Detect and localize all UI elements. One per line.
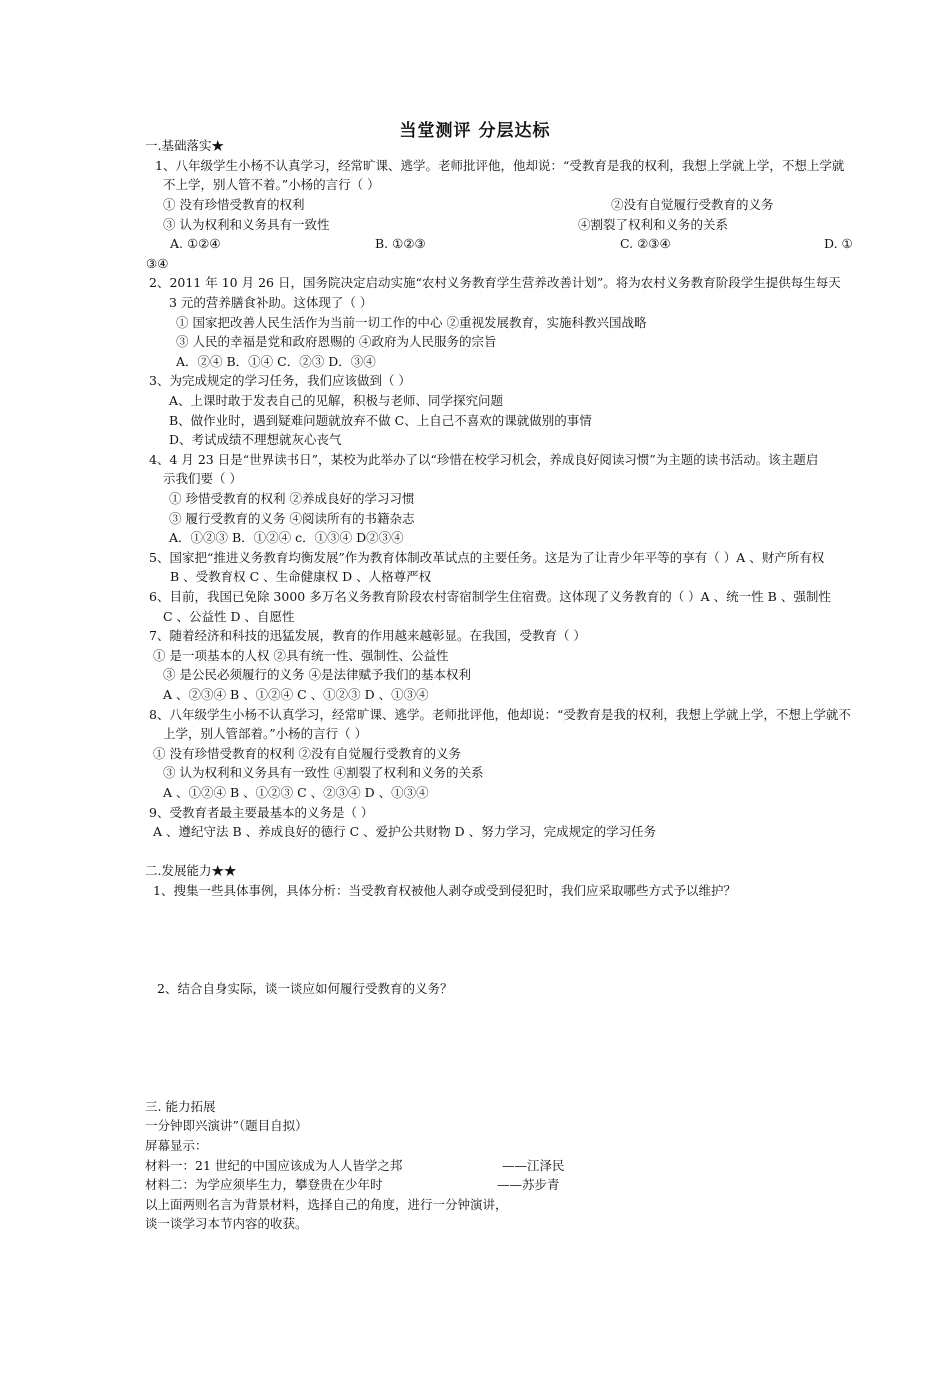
section2-question-2: 2、结合自身实际，谈一谈应如何履行受教育的义务？	[157, 981, 453, 996]
q1-line1: 1、八年级学生小杨不认真学习，经常旷课、逃学。老师批评他，他却说：“受教育是我的权利，我想上学就上学，不想上学就	[155, 158, 845, 173]
q7-option-2: ③ 是公民必须履行的义务 ④是法律赋予我们的基本权利	[163, 667, 471, 682]
q4-line2: 示我们要（ ）	[163, 471, 242, 486]
q1-answer-b: B. ①②③	[375, 236, 426, 251]
material-1-source: ——江泽民	[502, 1158, 565, 1173]
q5-line2: B 、受教育权 C 、生命健康权 D 、人格尊严权	[170, 569, 432, 584]
q9-line1: 9、受教育者最主要最基本的义务是（ ）	[149, 805, 374, 820]
instruction-line-2: 谈一谈学习本节内容的收获。	[145, 1216, 308, 1231]
q2-line2: 3 元的营养膳食补助。这体现了（ ）	[169, 295, 373, 310]
screen-display-label: 屏幕显示：	[145, 1138, 208, 1153]
q2-answers: A．②④ B．①④ C．②③ D．③④	[176, 354, 376, 369]
q8-line1: 8、八年级学生小杨不认真学习，经常旷课、逃学。老师批评他，他却说：“受教育是我的权利，我想上学就上学，不想上学就不	[149, 707, 851, 722]
q3-option-a: A、上课时敢于发表自己的见解，积极与老师、同学探究问题	[169, 393, 504, 408]
q8-option-1: ① 没有珍惜受教育的权利 ②没有自觉履行受教育的义务	[153, 746, 461, 761]
material-2-source: ——苏步青	[497, 1177, 560, 1192]
q1-option-4: ④割裂了权利和义务的关系	[578, 217, 729, 232]
q3-option-b: B、做作业时，遇到疑难问题就放弃不做 C、上自己不喜欢的课就做别的事情	[169, 413, 592, 428]
q1-answer-a: A. ①②④	[170, 236, 221, 251]
section2-heading: 二.发展能力★★	[145, 863, 237, 878]
q1-answer-d: D. ①	[824, 236, 853, 251]
q8-answers: A 、①②④ B 、①②③ C 、②③④ D 、①③④	[163, 785, 429, 800]
q1-option-3: ③ 认为权利和义务具有一致性	[163, 217, 330, 232]
material-2: 材料二：为学应须毕生力，攀登贵在少年时	[145, 1177, 383, 1192]
section3-heading: 三. 能力拓展	[145, 1099, 216, 1114]
q2-line1: 2、2011 年 10 月 26 日，国务院决定启动实施“农村义务教育学生营养改善计划”。将为农村义务教育阶段学生提供每生每天	[149, 275, 841, 290]
q7-line1: 7、随着经济和科技的迅猛发展，教育的作用越来越彰显。在我国，受教育（ ）	[149, 628, 586, 643]
q4-option-2: ③ 履行受教育的义务 ④阅读所有的书籍杂志	[169, 511, 415, 526]
q1-option-2: ②没有自觉履行受教育的义务	[611, 197, 774, 212]
instruction-line-1: 以上面两则名言为背景材料，选择自己的角度，进行一分钟演讲，	[145, 1197, 508, 1212]
q7-answers: A 、②③④ B 、①②④ C 、①②③ D 、①③④	[163, 687, 429, 702]
speech-topic: 一分钟即兴演讲”（题目自拟）	[145, 1118, 308, 1133]
q4-line1: 4、4 月 23 日是“世界读书日”，某校为此举办了以“珍惜在校学习机会，养成良好阅读习惯”为主题的读书活动。该主题启	[149, 452, 819, 467]
q6-line2: C 、公益性 D 、自愿性	[163, 609, 295, 624]
q4-option-1: ① 珍惜受教育的权利 ②养成良好的学习习惯	[169, 491, 415, 506]
material-1: 材料一：21 世纪的中国应该成为人人皆学之邦	[145, 1158, 403, 1173]
section2-question-1: 1、搜集一些具体事例，具体分析：当受教育权被他人剥夺或受到侵犯时，我们应采取哪些方式予以维护？	[153, 883, 736, 898]
q3-line1: 3、为完成规定的学习任务，我们应该做到（ ）	[149, 373, 411, 388]
q1-line2: 不上学，别人管不着。”小杨的言行（ ）	[163, 177, 380, 192]
q5-line1: 5、国家把“推进义务教育均衡发展”作为教育体制改革试点的主要任务。这是为了让青少年平等的享有（ ）A 、财产所有权	[149, 550, 825, 565]
q8-option-2: ③ 认为权利和义务具有一致性 ④割裂了权利和义务的关系	[163, 765, 484, 780]
section1-heading: 一.基础落实★	[145, 138, 224, 153]
q9-line2: A 、遵纪守法 B 、养成良好的德行 C 、爱护公共财物 D 、努力学习，完成规定的学习任务	[153, 824, 657, 839]
q1-answer-d-cont: ③④	[146, 256, 169, 271]
q4-answers: A．①②③ B．①②④ c．①③④ D②③④	[169, 530, 404, 545]
q1-option-1: ① 没有珍惜受教育的权利	[163, 197, 305, 212]
q8-line2: 上学，别人管部着。”小杨的言行（ ）	[163, 726, 368, 741]
page-title: 当堂测评 分层达标	[399, 121, 551, 141]
q7-option-1: ① 是一项基本的人权 ②具有统一性、强制性、公益性	[153, 648, 449, 663]
q6-line1: 6、目前，我国已免除 3000 多万名义务教育阶段农村寄宿制学生住宿费。这体现了义务教育的（ ）A 、统一性 B 、强制性	[149, 589, 831, 604]
q2-option-2: ③ 人民的幸福是党和政府恩赐的 ④政府为人民服务的宗旨	[176, 334, 497, 349]
q3-option-d: D、考试成绩不理想就灰心丧气	[169, 432, 342, 447]
q2-option-1: ① 国家把改善人民生活作为当前一切工作的中心 ②重视发展教育，实施科教兴国战略	[176, 315, 647, 330]
q1-answer-c: C. ②③④	[620, 236, 671, 251]
